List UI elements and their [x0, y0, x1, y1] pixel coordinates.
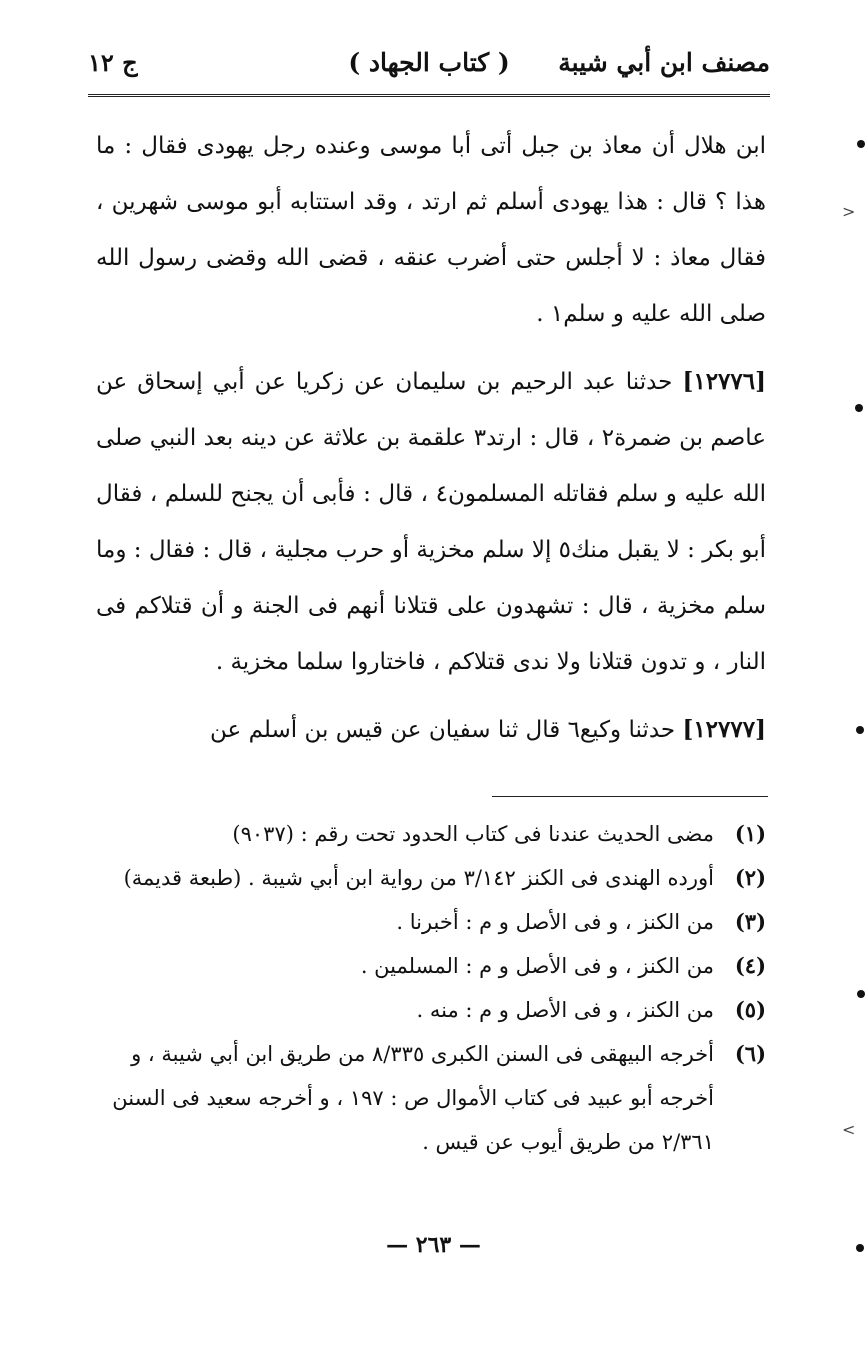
footnote-text: أخرجه البيهقى فى السنن الكبرى ٨/٣٣٥ من طريق ابن أبي شيبة ، و أخرجه أبو عبيد فى كتاب الأموال ص : ١٩٧ ، و أخرجه سعيد فى السنن ٢/٣٦١ من طريق أيوب عن قيس . — [112, 1042, 714, 1154]
hadith-number: [١٢٧٧٧] — [682, 716, 766, 743]
scan-speck — [857, 990, 865, 998]
page-number: — ٢٦٣ — — [386, 1232, 481, 1258]
footnote — [96, 900, 766, 944]
hadith-paragraph — [96, 354, 766, 690]
footnote-number: (٣) — [734, 909, 766, 934]
main-text — [96, 118, 766, 758]
footnote-number: (١) — [734, 821, 766, 846]
scan-speck — [857, 140, 865, 148]
footnote-text: مضى الحديث عندنا فى كتاب الحدود تحت رقم : (٩٠٣٧) — [232, 822, 714, 846]
footnote-number: (٤) — [734, 953, 766, 978]
paragraph-text: حدثنا وكيع٦ قال ثنا سفيان عن قيس بن أسلم عن — [210, 717, 676, 743]
footnote — [96, 944, 766, 988]
footnote-number: (٥) — [734, 997, 766, 1022]
footnote-text: من الكنز ، و فى الأصل و م : أخبرنا . — [396, 910, 714, 934]
paragraph-text: ابن هلال أن معاذ بن جبل أتى أبا موسى وعنده رجل يهودى فقال : ما هذا ؟ قال : هذا يهودى أسلم ثم ارتد ، وقد استتابه أبو موسى شهرين ، فقال معاذ : لا أجلس حتى أضرب عنقه ، قضى الله وقضى رسول الله صلى الله عليه و سلم١ . — [96, 133, 766, 327]
scan-speck — [856, 726, 864, 734]
footnote-text: من الكنز ، و فى الأصل و م : المسلمين . — [360, 954, 714, 978]
paragraph-continuation — [96, 118, 766, 342]
volume-number: ج ١٢ — [88, 48, 138, 77]
footnote-text: أورده الهندى فى الكنز ٣/١٤٢ من رواية ابن أبي شيبة . (طبعة قديمة) — [123, 866, 714, 890]
hadith-paragraph — [96, 702, 766, 758]
footnote — [96, 988, 766, 1032]
footnote — [96, 856, 766, 900]
footnote — [96, 812, 766, 856]
scan-speck — [856, 1244, 864, 1252]
hadith-number: [١٢٧٧٦] — [682, 368, 767, 395]
footnote-number: (٦) — [734, 1041, 766, 1066]
paragraph-text: حدثنا عبد الرحيم بن سليمان عن زكريا عن أبي إسحاق عن عاصم بن ضمرة٢ ، قال : ارتد٣ علقمة بن علاثة عن دينه بعد النبي صلى الله عليه و سلم فقاتله المسلمون٤ ، قال : فأبى أن يجنح للسلم ، فقال أبو بكر : لا يقبل منك٥ إلا سلم مخزية أو حرب مجلية ، قال : فقال : وما سلم مخزية ، قال : تشهدون على قتلانا أنهم فى الجنة و أن قتلاكم فى النار ، و تدون قتلانا ولا ندى قتلاكم ، فاختاروا سلما مخزية . — [96, 369, 766, 675]
chapter-title: ( كتاب الجهاد ) — [348, 48, 510, 77]
footnote-separator — [492, 796, 768, 797]
scan-speck — [855, 404, 863, 412]
footnote-text: من الكنز ، و فى الأصل و م : منه . — [416, 998, 714, 1022]
scan-mark: < — [842, 1120, 856, 1139]
footnote — [96, 1032, 766, 1164]
scan-mark: > — [842, 202, 856, 221]
running-header — [88, 40, 770, 92]
header-rule — [88, 94, 770, 97]
footnote-number: (٢) — [734, 865, 766, 890]
book-title: مصنف ابن أبي شيبة — [558, 48, 770, 77]
footnotes — [96, 812, 766, 1164]
